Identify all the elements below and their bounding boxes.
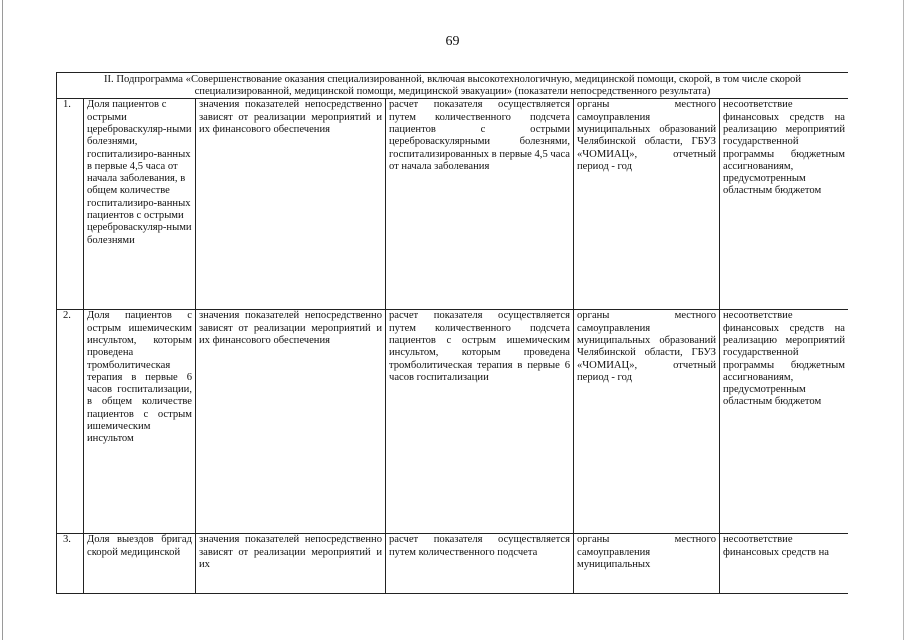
responsible-cell: органы местного самоуправления муниципальных	[574, 534, 720, 594]
risks-cell: несоответствие финансовых средств на	[720, 534, 849, 594]
risks-cell: несоответствие финансовых средств на реализацию мероприятий государственной программы бюджетным ассигнованиям, предусмотренным областным бюджетом	[720, 99, 849, 310]
responsible-cell: органы местного самоуправления муниципальных образований Челябинской области, ГБУЗ «ЧОМИАЦ», отчетный период - год	[574, 310, 720, 534]
indicator-name-cell: Доля выездов бригад скорой медицинской	[84, 534, 196, 594]
document-table-container	[56, 72, 848, 640]
risks-cell: несоответствие финансовых средств на реализацию мероприятий государственной программы бюджетным ассигнованиям, предусмотренным областным бюджетом	[720, 310, 849, 534]
row-number-cell: 1.	[57, 99, 84, 310]
row-number-cell: 2.	[57, 310, 84, 534]
table-row	[57, 99, 849, 310]
section-header-row	[57, 73, 849, 99]
indicators-table	[56, 72, 848, 594]
dependence-cell: значения показателей непосредственно зависят от реализации мероприятий и их финансового обеспечения	[196, 99, 386, 310]
calculation-method-cell: расчет показателя осуществляется путем количественного подсчета пациентов с острыми цереброваскулярными болезнями, госпитализированных в первые 4,5 часа от начала заболевания	[386, 99, 574, 310]
responsible-cell: органы местного самоуправления муниципальных образований Челябинской области, ГБУЗ «ЧОМИАЦ», отчетный период - год	[574, 99, 720, 310]
page-number: 69	[445, 34, 460, 49]
indicator-name-cell: Доля пациентов с острыми цереброваскуляр-ными болезнями, госпитализиро-ванных в первые 4,5 часа от начала заболевания, в общем количестве госпитализиро-ванных пациентов с острыми цереброваскуляр-ными болезнями	[84, 99, 196, 310]
page-edge-left	[2, 0, 3, 640]
page-edge-right	[903, 0, 904, 640]
calculation-method-cell: расчет показателя осуществляется путем количественного подсчета пациентов с острым ишемическим инсультом, которым проведена тромболитическая терапия в первые 6 часов госпитализации	[386, 310, 574, 534]
calculation-method-cell: расчет показателя осуществляется путем количественного подсчета	[386, 534, 574, 594]
table-row	[57, 310, 849, 534]
dependence-cell: значения показателей непосредственно зависят от реализации мероприятий и их финансового обеспечения	[196, 310, 386, 534]
section-header-cell: II. Подпрограмма «Совершенствование оказания специализированной, включая высокотехнологичную, медицинской помощи, скорой, в том числе скорой специализированной, медицинской помощи, медицинской эвакуации» (показатели непосредственного результата)	[57, 73, 849, 99]
table-row	[57, 534, 849, 594]
row-number-cell: 3.	[57, 534, 84, 594]
dependence-cell: значения показателей непосредственно зависят от реализации мероприятий и их	[196, 534, 386, 594]
indicator-name-cell: Доля пациентов с острым ишемическим инсультом, которым проведена тромболитическая терапия в первые 6 часов госпитализации, в общем количестве пациентов с острым ишемическим инсультом	[84, 310, 196, 534]
